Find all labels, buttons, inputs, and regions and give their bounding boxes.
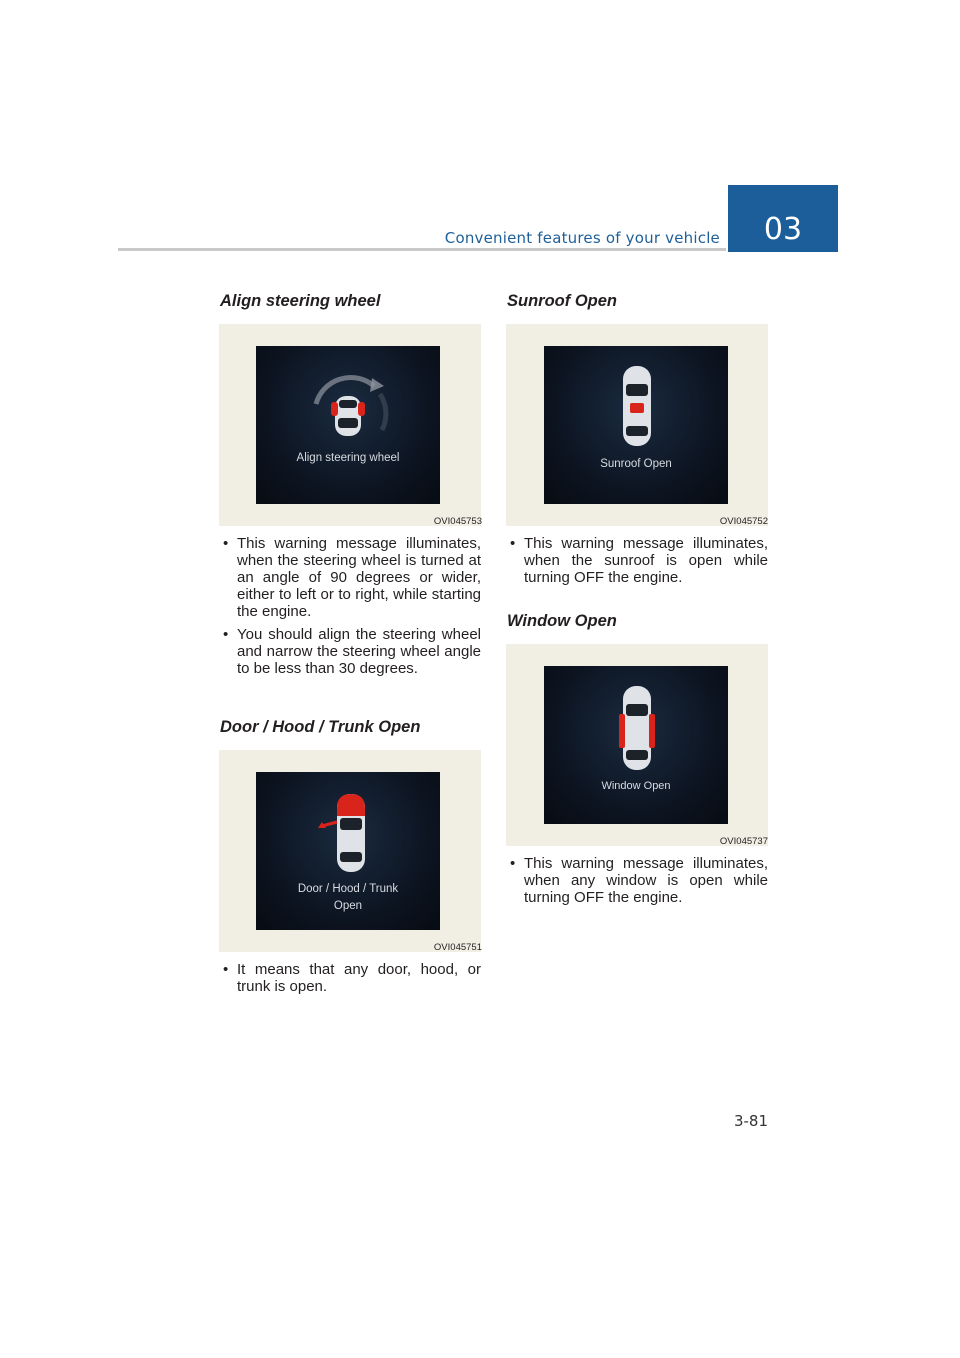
figure-window-open	[506, 644, 768, 846]
figure-door-open	[219, 750, 481, 952]
screen-message: Window Open	[601, 780, 671, 792]
cluster-screen	[256, 772, 440, 930]
screen-message-line1: Door / Hood / Trunk	[297, 883, 399, 895]
list-item: • It means that any door, hood, or trunk is open.	[220, 961, 481, 995]
list-item: • This warning message illuminates, when the sunroof is open while turning OFF the engine.	[507, 535, 768, 586]
cluster-screen	[544, 666, 728, 824]
cluster-screen	[544, 346, 728, 504]
figure-code: OVI045737	[719, 836, 768, 847]
bullet-list	[507, 535, 768, 592]
screen-message: Sunroof Open	[600, 458, 672, 470]
header-rule	[118, 248, 726, 251]
figure-code: OVI045753	[433, 516, 482, 527]
bullet-list	[220, 535, 481, 683]
bullet-list	[507, 855, 768, 912]
steering-car-illustration	[256, 346, 440, 504]
screen-message-line2: Open	[333, 900, 363, 912]
section-heading-align-steering: Align steering wheel	[220, 292, 381, 310]
list-item: • This warning message illuminates, when the steering wheel is turned at an angle of 90 degrees or wider, either to left or to right, while starting the engine.	[220, 535, 481, 620]
page-number: 3-81	[733, 1112, 768, 1130]
section-heading-window-open: Window Open	[507, 612, 617, 630]
figure-code: OVI045751	[433, 942, 482, 953]
running-header-title: Convenient features of your vehicle	[444, 229, 720, 247]
car-sunroof-illustration	[544, 346, 728, 504]
section-heading-sunroof-open: Sunroof Open	[507, 292, 617, 310]
figure-code: OVI045752	[719, 516, 768, 527]
bullet-list	[220, 961, 481, 1001]
screen-message: Align steering wheel	[296, 452, 400, 464]
chapter-number: 03	[763, 212, 803, 247]
figure-sunroof-open	[506, 324, 768, 526]
list-item: • This warning message illuminates, when any window is open while turning OFF the engine.	[507, 855, 768, 906]
section-heading-door-open: Door / Hood / Trunk Open	[220, 718, 421, 736]
chapter-tab	[728, 185, 838, 252]
cluster-screen	[256, 346, 440, 504]
figure-align-steering	[219, 324, 481, 526]
car-window-illustration	[544, 666, 728, 824]
list-item: • You should align the steering wheel and narrow the steering wheel angle to be less than 30 degrees.	[220, 626, 481, 677]
